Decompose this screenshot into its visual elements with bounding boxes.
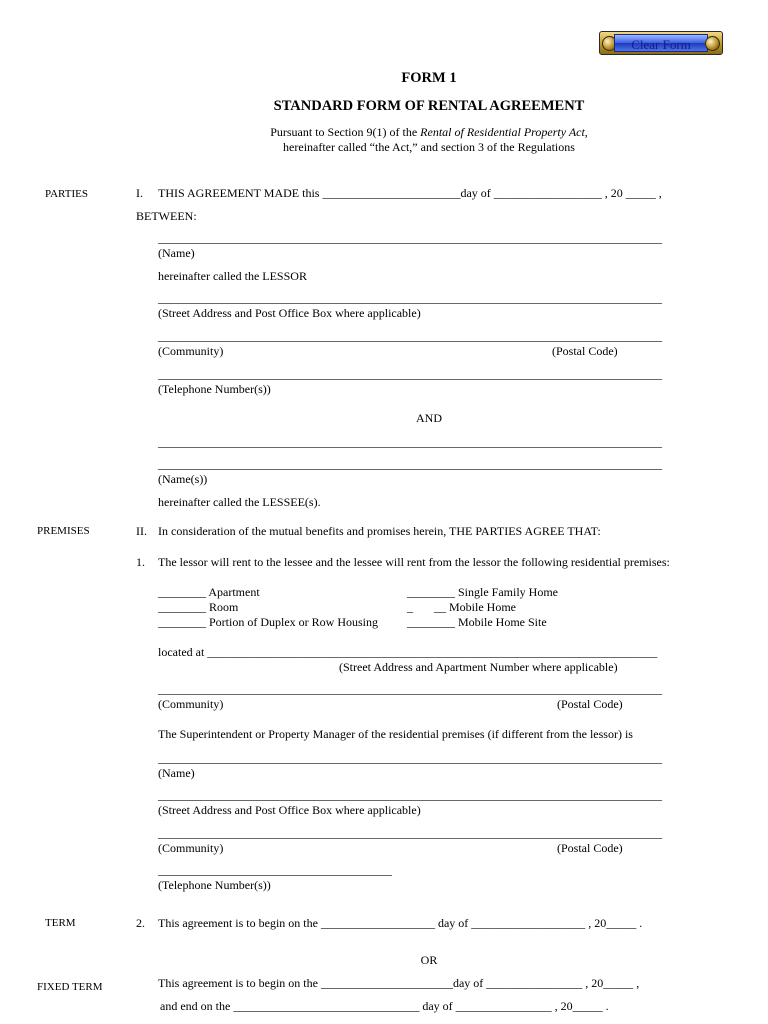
item-2-number: 2. bbox=[136, 916, 145, 930]
right-knob-icon bbox=[705, 36, 720, 51]
side-label-premises: PREMISES bbox=[37, 525, 90, 537]
between-label: BETWEEN: bbox=[136, 209, 197, 223]
lessor-address-field[interactable]: ____________________________________________________________________________________ bbox=[158, 291, 662, 305]
agreement-date-line[interactable]: THIS AGREEMENT MADE this _______________________day of __________________ , 20 _____ , bbox=[158, 186, 662, 200]
sup-community-field[interactable]: ____________________________________________________________________________________ bbox=[158, 826, 662, 840]
item-1-text: The lessor will rent to the lessee and the lessee will rent from the lessor the following residential premises: bbox=[158, 555, 670, 569]
form-number: FORM 1 bbox=[401, 70, 457, 86]
superintendent-text: The Superintendent or Property Manager of the residential premises (if different from the lessor) is bbox=[158, 727, 633, 741]
premises-community-field[interactable]: ____________________________________________________________________________________ bbox=[158, 682, 662, 696]
consideration-text: In consideration of the mutual benefits and promises herein, THE PARTIES AGREE THAT: bbox=[158, 524, 601, 538]
type-apartment[interactable]: ________ Apartment bbox=[158, 585, 260, 599]
or-label: OR bbox=[420, 953, 438, 967]
premises-postal-label: (Postal Code) bbox=[557, 697, 623, 711]
lessor-community-label: (Community) bbox=[158, 344, 224, 358]
and-label: AND bbox=[416, 411, 442, 425]
term-begin-field[interactable]: This agreement is to begin on the ___________________ day of ___________________ , 20_____ . bbox=[158, 916, 643, 930]
item-1-number: 1. bbox=[136, 555, 145, 569]
lessee-name-field-2[interactable]: ____________________________________________________________________________________ bbox=[158, 457, 662, 471]
sup-phone-field[interactable]: _______________________________________ bbox=[158, 863, 392, 877]
side-label-fixed-term: FIXED TERM bbox=[37, 981, 103, 993]
sup-community-label: (Community) bbox=[158, 841, 224, 855]
lessor-name-field[interactable]: ____________________________________________________________________________________ bbox=[158, 231, 662, 245]
located-at-field[interactable]: located at ___________________________________________________________________________ bbox=[158, 645, 658, 659]
lessor-called-text: hereinafter called the LESSOR bbox=[158, 269, 307, 283]
lessor-phone-field[interactable]: ____________________________________________________________________________________ bbox=[158, 367, 662, 381]
side-label-parties: PARTIES bbox=[45, 188, 88, 200]
sup-address-field[interactable]: ____________________________________________________________________________________ bbox=[158, 788, 662, 802]
sup-name-field[interactable]: ____________________________________________________________________________________ bbox=[158, 751, 662, 765]
fixed-term-begin-field[interactable]: This agreement is to begin on the ______________________day of ________________ , 20_____ , bbox=[158, 976, 640, 990]
side-label-term: TERM bbox=[45, 917, 76, 929]
parties-numeral: I. bbox=[136, 186, 143, 200]
clear-form-label: Clear Form bbox=[631, 37, 691, 52]
premises-numeral: II. bbox=[136, 524, 147, 538]
fixed-term-end-field[interactable]: and end on the _______________________________ day of ________________ , 20_____ . bbox=[160, 999, 609, 1013]
lessee-name-field-1[interactable]: ____________________________________________________________________________________ bbox=[158, 435, 662, 449]
subtitle-line-2: hereinafter called “the Act,” and section 3 of the Regulations bbox=[283, 140, 575, 154]
form-title: STANDARD FORM OF RENTAL AGREEMENT bbox=[273, 98, 585, 114]
clear-form-button-face bbox=[614, 34, 708, 52]
lessor-name-label: (Name) bbox=[158, 246, 195, 260]
type-duplex[interactable]: ________ Portion of Duplex or Row Housing bbox=[158, 615, 378, 629]
lessee-names-label: (Name(s)) bbox=[158, 472, 208, 486]
act-name: Rental of Residential Property Act, bbox=[420, 125, 588, 139]
lessor-community-field[interactable]: ____________________________________________________________________________________ bbox=[158, 329, 662, 343]
type-single-family[interactable]: ________ Single Family Home bbox=[407, 585, 558, 599]
lessor-phone-label: (Telephone Number(s)) bbox=[158, 382, 271, 396]
type-mobile-home-site[interactable]: ________ Mobile Home Site bbox=[407, 615, 547, 629]
clear-form-button[interactable] bbox=[599, 31, 723, 55]
sup-address-label: (Street Address and Post Office Box where applicable) bbox=[158, 803, 421, 817]
lessee-called-text: hereinafter called the LESSEE(s). bbox=[158, 495, 321, 509]
lessor-postal-label: (Postal Code) bbox=[552, 344, 618, 358]
pursuant-text: Pursuant to Section 9(1) of the bbox=[270, 125, 421, 139]
lessor-address-label: (Street Address and Post Office Box where applicable) bbox=[158, 306, 421, 320]
premises-community-label: (Community) bbox=[158, 697, 224, 711]
street-apt-label: (Street Address and Apartment Number where applicable) bbox=[339, 660, 618, 674]
sup-name-label: (Name) bbox=[158, 766, 195, 780]
type-room[interactable]: ________ Room bbox=[158, 600, 239, 614]
sup-phone-label: (Telephone Number(s)) bbox=[158, 878, 271, 892]
subtitle-line-1 bbox=[0, 125, 768, 140]
type-mobile-home[interactable]: _ __ Mobile Home bbox=[407, 600, 516, 614]
sup-postal-label: (Postal Code) bbox=[557, 841, 623, 855]
